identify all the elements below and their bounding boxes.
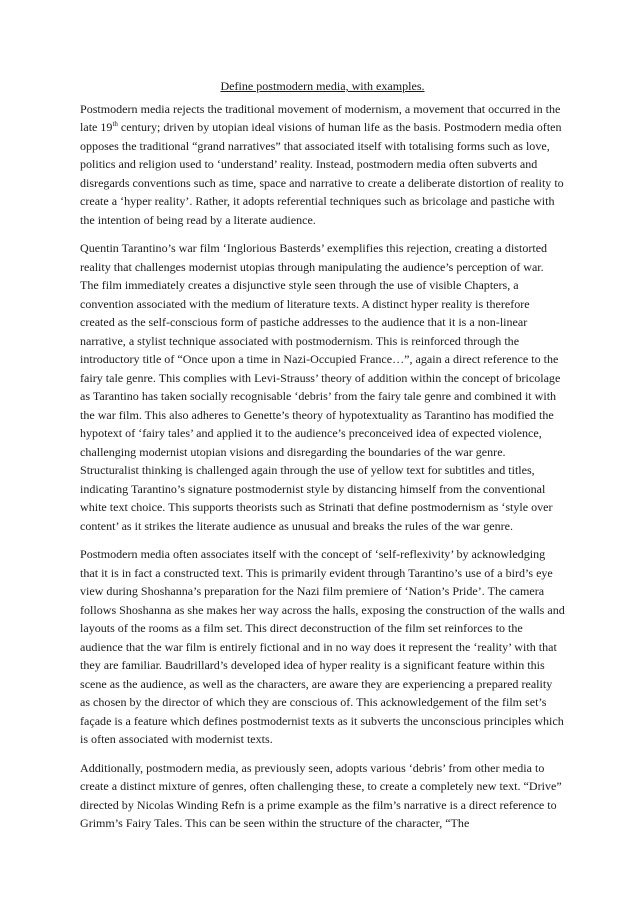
paragraph-intro-text-b: century; driven by utopian ideal visions of human life as the basis. Postmodern media often opposes the traditional “grand narratives” that associated itself with totalising forms such as love, politics and religion used to ‘understand’ reality. Instead, postmodern media often subverts and disregards conventions such as time, space and narrative to create a deliberate distortion of reality to create a ‘hyper reality’. Rather, it adopts referential techniques such as bricolage and pastiche with the intention of being read by a literate audience. [80, 120, 564, 227]
paragraph-intro-text-a: Postmodern media rejects the traditional movement of modernism, a movement that occurred in the late 19 [80, 101, 561, 134]
paragraph-self-reflexivity: Postmodern media often associates itself with the concept of ‘self-reflexivity’ by acknowledging that it is in fact a constructed text. This is primarily evident through Tarantino’s use of a bird’s eye view during Shoshanna’s preparation for the Nazi film premiere of ‘Nation’s Pride’. The camera follows Shoshanna as she makes her way across the halls, exposing the construction of the walls and layouts of the rooms as a film set. This direct deconstruction of the film set reinforces to the audience that the war film is entirely fictional and in no way does it represent the ‘reality’ with that they are familiar. Baudrillard’s developed idea of hyper reality is a significant feature within this scene as the audience, as well as the characters, are aware they are experiencing a prepared reality as chosen by the director of which they are conscious of. This acknowledgement of the film set’s façade is a feature which defines postmodernist texts as it subverts the unconscious principles which is often associated with modernist texts. [80, 547, 565, 746]
ordinal-superscript: th [112, 119, 118, 128]
paragraph-inglorious-basterds: Quentin Tarantino’s war film ‘Inglorious Basterds’ exemplifies this rejection, creating a distorted reality that challenges modernist utopias through manipulating the audience’s perception of war. The film immediately creates a disjunctive style seen through the use of visible Chapters, a convention associated with the medium of literature texts. A distinct hyper reality is therefore created as the self-conscious form of pastiche addresses to the audience that it is a non-linear narrative, a stylist technique associated with postmodernism. This is reinforced through the introductory title of “Once upon a time in Nazi-Occupied France…”, again a direct reference to the fairy tale genre. This complies with Levi-Strauss’ theory of addition within the concept of bricolage as Tarantino has taken socially recognisable ‘debris’ from the fairy tale genre and combined it with the war film. This also adheres to Genette’s theory of hypotextuality as Tarantino has modified the hypotext of ‘fairy tales’ and applied it to the audience’s preconceived idea of expected violence, challenging modernist utopian visions and disregarding the boundaries of the war genre. Structuralist thinking is challenged again through the use of yellow text for subtitles and titles, indicating Tarantino’s signature postmodernist style by distancing himself from the conventional white text choice. This supports theorists such as Strinati that define postmodernism as ‘style over content’ as it strikes the literate audience as unusual and breaks the rules of the war genre. [80, 241, 561, 533]
document-body [80, 77, 565, 833]
document-title: Define postmodern media, with examples. [220, 79, 425, 93]
paragraph-drive: Additionally, postmodern media, as previously seen, adopts various ‘debris’ from other media to create a distinct mixture of genres, often challenging these, to create a completely new text. “Drive” directed by Nicolas Winding Refn is a prime example as the film’s narrative is a direct reference to Grimm’s Fairy Tales. This can be seen within the structure of the character, “The [80, 760, 562, 830]
paragraph-intro [80, 100, 565, 230]
